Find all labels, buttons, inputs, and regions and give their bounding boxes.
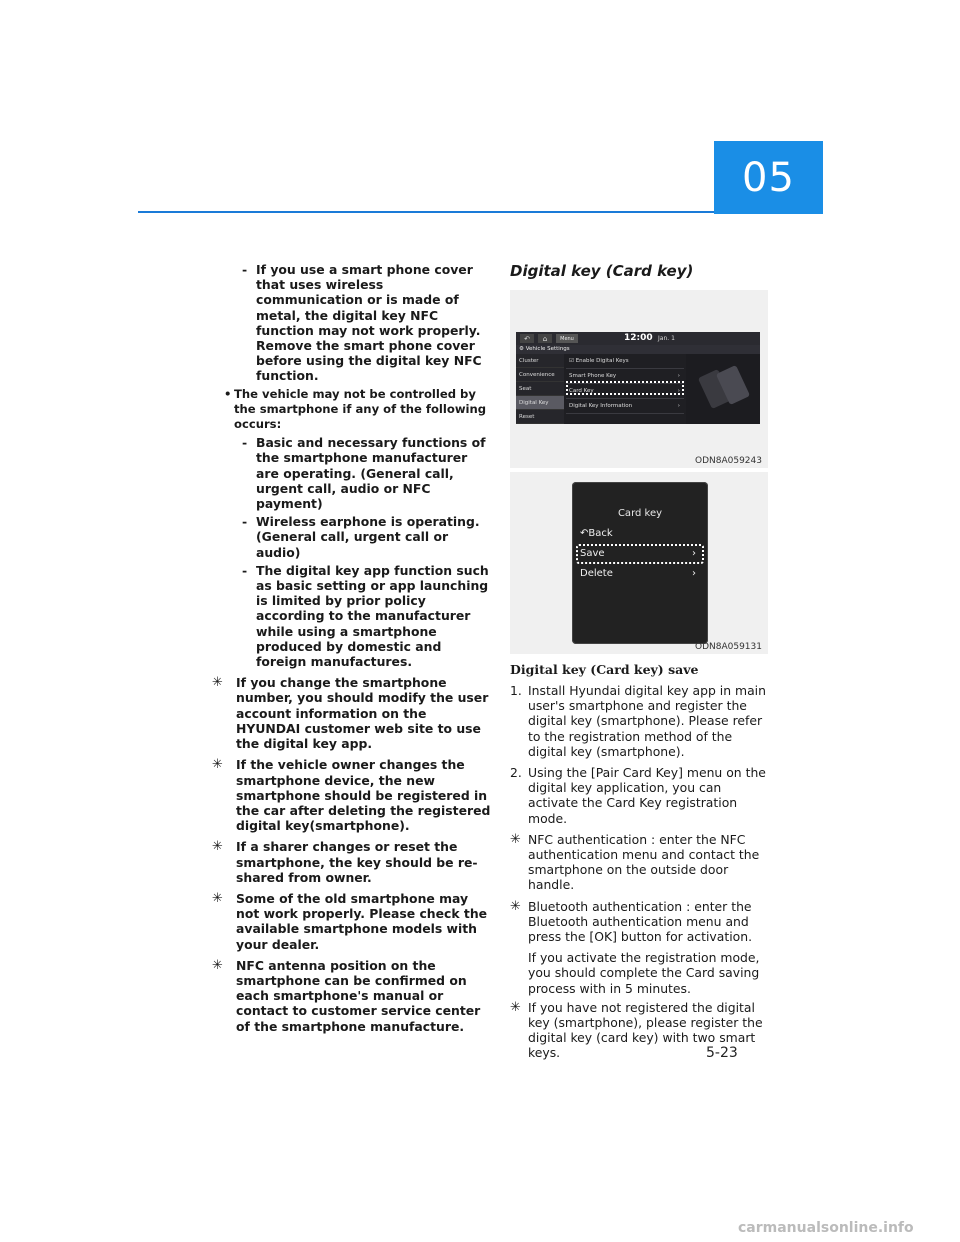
list-item: - The digital key app function such as basic setting or app launching is limited by prior policy according to the manufacturer while using a smartphone produced by domestic and foreign manufactures. [242,562,489,670]
list-item: - Basic and necessary functions of the smartphone manufacturer are operating. (General call, urgent call, audio or NFC payment) [242,435,486,512]
figure-code: ODN8A059131 [695,642,762,652]
asterisk-icon: ✳ [212,757,223,773]
note-item: ✳ NFC authentication : enter the NFC authentication menu and contact the smartphone on the outside door handle. [510,831,760,893]
paragraph: If you activate the registration mode, you should complete the Card saving process with in 5 minutes. [528,950,760,996]
asterisk-icon: ✳ [212,957,223,973]
note-item: ✳ Some of the old smartphone may not work properly. Please check the available smartphone models with your dealer. [212,890,488,952]
page-number: 5-23 [706,1045,738,1061]
list-item: - Wireless earphone is operating. (General call, urgent call or audio) [242,514,480,560]
chevron-right-icon: › [677,388,680,394]
site-watermark: carmanualsonline.info [738,1220,914,1236]
back-row: ↶Back [580,528,613,539]
asterisk-icon: ✳ [212,839,223,855]
chapter-tab: 05 [714,141,823,214]
sub-heading: Digital key (Card key) save [510,662,699,677]
home-icon: ⌂ [538,334,552,343]
delete-row: Delete › [580,566,700,582]
back-icon: ↶ [520,334,534,343]
left-column [212,262,492,1040]
screen-top-bar [516,332,760,345]
figure-code: ODN8A059243 [695,456,762,466]
infotainment-screen [516,332,760,424]
section-title: Digital key (Card key) [510,262,694,280]
figure-card-key-menu [510,472,768,654]
menu-item: Convenience [516,368,564,382]
note-item: ✳ If you have not registered the digital key (smartphone), please register the digital key (card key) with two smart keys. [510,999,763,1061]
note-item: ✳ If the vehicle owner changes the smartphone device, the new smartphone should be registered in the car after deleting the registered digital key(smartphone). [212,757,491,834]
right-column [510,262,772,1067]
figure-vehicle-settings [510,290,768,468]
menu-item: Digital Key [516,396,564,410]
asterisk-icon: ✳ [510,898,521,914]
settings-bar: ⚙ Vehicle Settings [516,345,760,354]
note-item: ✳ If a sharer changes or reset the smartphone, the key should be re-shared from owner. [212,839,478,885]
chevron-right-icon: › [692,568,696,579]
list-item: - If you use a smart phone cover that uses wireless communication or is made of metal, the digital key NFC function may not work properly. Remove the smart phone cover before using the digital key NFC function. [242,262,482,384]
menu-item: Reset [516,410,564,424]
asterisk-icon: ✳ [510,999,521,1015]
gear-icon: ⚙ [519,346,526,352]
save-row: Save › [580,546,700,562]
screen-title: Card key [617,508,663,519]
settings-menu [516,354,564,424]
note-item: ✳ If you change the smartphone number, you should modify the user account information on the HYUNDAI customer web site to use the digital key app. [212,675,489,752]
cluster-screen [572,482,708,644]
settings-row: ☑ Enable Digital Keys [566,354,684,369]
step-item: 2. Using the [Pair Card Key] menu on the digital key application, you can activate the Card Key registration mode. [510,765,766,826]
save-highlight [576,544,704,564]
phone-illustration [686,354,760,424]
list-item: • The vehicle may not be controlled by the smartphone if any of the following occurs: [224,386,487,432]
card-key-highlight [566,381,684,395]
note-item: ✳ Bluetooth authentication : enter the Bluetooth authentication menu and press the [OK] button for activation. [510,898,753,945]
back-icon: ↶ [580,528,589,539]
menu-item: Seat [516,382,564,396]
chevron-right-icon: › [677,373,680,379]
settings-row: Smart Phone Key › [566,369,684,384]
chevron-right-icon: › [677,403,680,409]
menu-button: Menu [556,334,578,343]
chevron-right-icon: › [692,548,696,559]
asterisk-icon: ✳ [510,831,521,847]
step-item: 1. Install Hyundai digital key app in main user's smartphone and register the digital key (smartphone). Please refer to the registration method of the digital key (smartphone). [510,683,766,759]
asterisk-icon: ✳ [212,890,223,906]
settings-row: Card Key › [566,384,684,399]
chapter-rule [138,211,714,213]
settings-row: Digital Key Information › [566,399,684,414]
clock: 12:00 [624,333,653,343]
date: Jan. 1 [658,335,675,342]
asterisk-icon: ✳ [212,675,223,691]
checkbox-icon: ☑ [569,358,576,364]
note-item: ✳ NFC antenna position on the smartphone can be confirmed on each smartphone's manual or contact to customer service center of the smartphone manufacture. [212,957,481,1034]
menu-item: Cluster [516,354,564,368]
